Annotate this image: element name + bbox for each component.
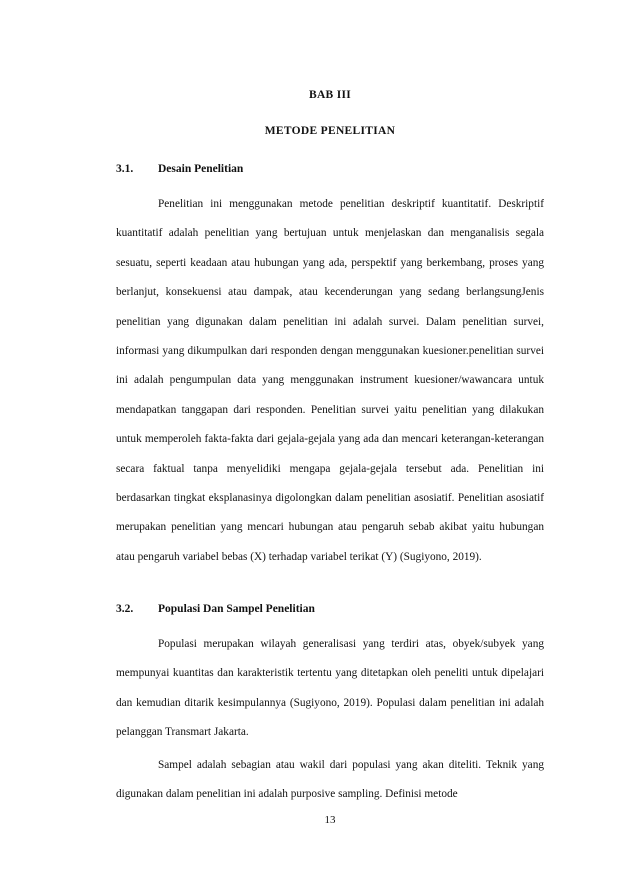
section-title: Populasi Dan Sampel Penelitian [158, 603, 315, 615]
paragraph-sampel: Sampel adalah sebagian atau wakil dari populasi yang akan diteliti. Teknik yang digunakan dalam penelitian ini adalah purposive sampling. Definisi metode [116, 759, 544, 801]
section-title: Desain Penelitian [158, 163, 244, 175]
paragraph-populasi: Populasi merupakan wilayah generalisasi yang terdiri atas, obyek/subyek yang mempunyai kuantitas dan karakteristik tertentu yang ditetapkan oleh peneliti untuk dipelajari dan kemudian ditarik kesimpulannya (Sugiyono, 2019). Populasi dalam penelitian ini adalah pelanggan Transmart Jakarta. [116, 638, 544, 739]
section-heading-3-2 [116, 603, 315, 615]
section-heading-3-1 [116, 163, 243, 175]
page-number: 13 [324, 814, 336, 826]
chapter-title: METODE PENELITIAN [264, 125, 396, 137]
section-number: 3.1. [116, 163, 134, 175]
section-number: 3.2. [116, 603, 134, 615]
paragraph-desain-penelitian: Penelitian ini menggunakan metode penelitian deskriptif kuantitatif. Deskriptif kuantitatif adalah penelitian yang bertujuan untuk menjelaskan dan menganalisis segala sesuatu, seperti keadaan atau hubungan yang ada, perspektif yang berkembang, proses yang berlanjut, konsekuensi atau dampak, atau kecenderungan yang sedang berlangsungJenis penelitian yang digunakan dalam penelitian ini adalah survei. Dalam penelitian survei, informasi yang dikumpulkan dari responden dengan menggunakan kuesioner.penelitian survei ini adalah pengumpulan data yang menggunakan instrument kuesioner/wawancara untuk mendapatkan tanggapan dari responden. Penelitian survei yaitu penelitian yang dilakukan untuk memperoleh fakta-fakta dari gejala-gejala yang ada dan mencari keterangan-keterangan secara faktual tanpa menyelidiki mengapa gejala-gejala tersebut ada. Penelitian ini berdasarkan tingkat eksplanasinya digolongkan dalam penelitian asosiatif. Penelitian asosiatif merupakan penelitian yang mencari hubungan atau pengaruh sebab akibat yaitu hubungan atau pengaruh variabel bebas (X) terhadap variabel terikat (Y) (Sugiyono, 2019). [116, 198, 544, 563]
chapter-label: BAB III [308, 89, 352, 101]
